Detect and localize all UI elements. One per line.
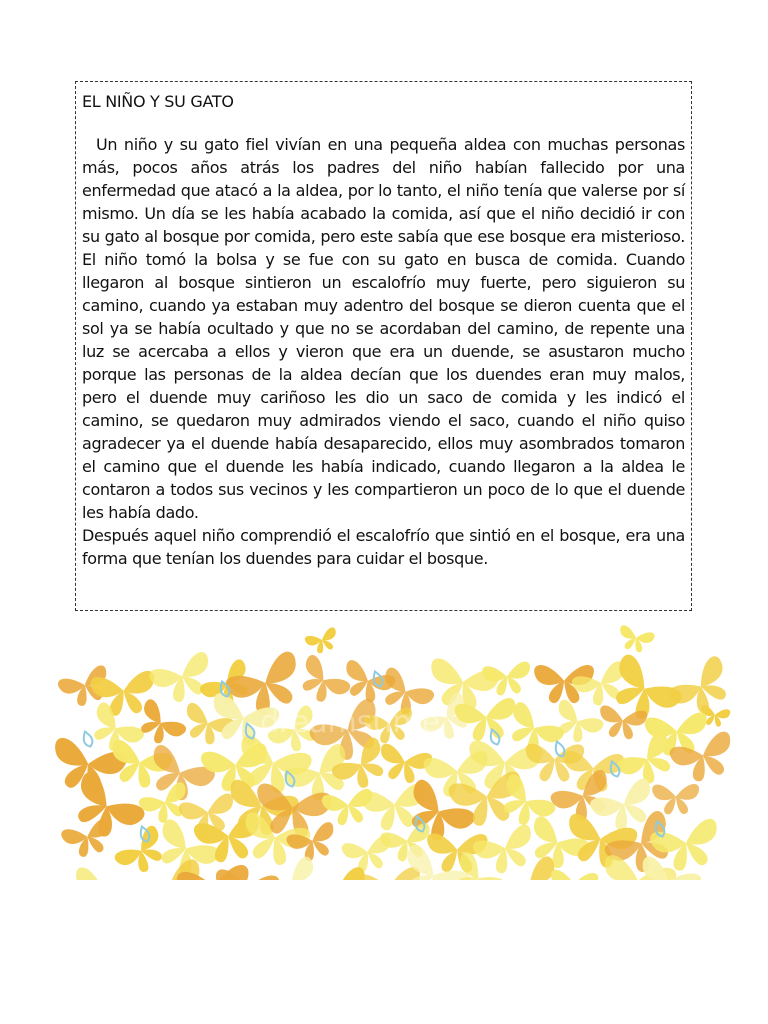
butterfly-icon bbox=[549, 869, 599, 880]
butterfly-icon bbox=[291, 653, 353, 712]
butterfly-icon bbox=[148, 650, 220, 709]
butterfly-icon bbox=[285, 821, 341, 866]
butterfly-icon bbox=[60, 818, 116, 862]
butterfly-banner bbox=[0, 620, 768, 880]
raindrop-icon bbox=[553, 740, 566, 758]
watermark-text: dreamstime bbox=[260, 705, 441, 740]
butterfly-icon bbox=[482, 661, 533, 697]
butterfly-icon bbox=[471, 823, 541, 880]
story-title: EL NIÑO Y SU GATO bbox=[82, 92, 234, 111]
story-paragraph-2: Después aquel niño comprendió el escalofrío que sintió en el bosque, era una forma que tenían los duendes para cuidar el bosque. bbox=[82, 526, 685, 568]
story-paragraph-1: Un niño y su gato fiel vivían en una pequeña aldea con muchas personas más, pocos años atrás los padres del niño habían fallecido por una enfermedad que atacó a la aldea, por lo tanto, el niño tenía que valerse por sí mismo. Un día se les había acabado la comida, así que el niño decidió ir con su gato al bosque por comida, pero este sabía que ese bosque era misterioso. El niño tomó la bolsa y se fue con su gato en busca de comida. Cuando llegaron al bosque sintieron un escalofrío muy fuerte, pero siguieron su camino, cuando ya estaban muy adentro del bosque se dieron cuenta que el sol ya se había ocultado y que no se acordaban del camino, de repente una luz se acercaba a ellos y vieron que era un duende, se asustaron mucho porque las personas de la aldea decían que los duendes eran muy malos, pero el duende muy cariñoso les dio un saco de comida y les indicó el camino, se quedaron muy admirados viendo el saco, cuando el niño quiso agradecer ya el duende había desaparecido, ellos muy asombrados tomaron el camino que el duende les había indicado, cuando llegaron a la aldea le contaron a todos sus vecinos y les compartieron un poco de lo que el duende les había dado. bbox=[82, 135, 685, 522]
butterfly-icon bbox=[304, 626, 341, 656]
butterfly-icon bbox=[547, 698, 605, 750]
butterfly-icon bbox=[616, 624, 656, 655]
butterfly-icon bbox=[454, 697, 519, 743]
butterfly-icon bbox=[68, 866, 135, 880]
story-box bbox=[75, 81, 692, 611]
butterfly-icon bbox=[652, 784, 699, 815]
raindrop-icon bbox=[81, 730, 94, 748]
